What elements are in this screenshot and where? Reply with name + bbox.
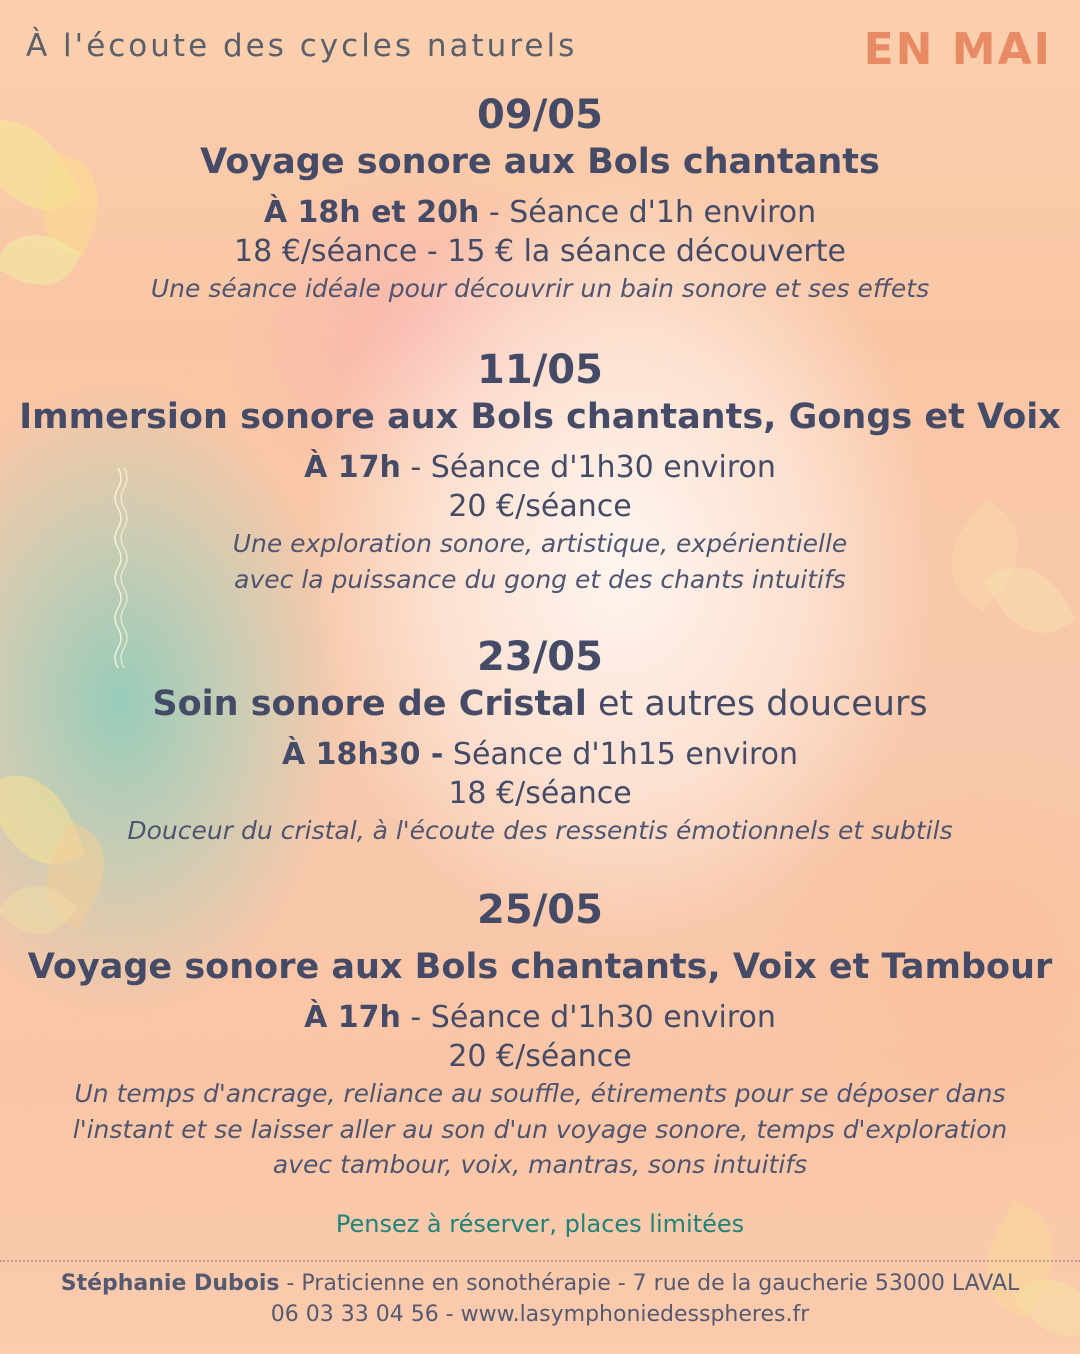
footer-divider xyxy=(0,1260,1080,1262)
reserve-notice: Pensez à réserver, places limitées xyxy=(335,1210,745,1238)
event-price: 20 €/séance xyxy=(448,1039,632,1074)
event-time xyxy=(0,735,1080,774)
month-label: EN MAI xyxy=(863,24,1052,75)
event-time-bold: À 18h et 20h xyxy=(263,195,480,230)
event-description: avec la puissance du gong et des chants intuitifs xyxy=(234,564,846,594)
event-price: 18 €/séance - 15 € la séance découverte xyxy=(234,234,846,269)
event-description: Une exploration sonore, artistique, expérientielle xyxy=(232,529,848,558)
event-time-bold: À 17h xyxy=(304,450,401,485)
event-time xyxy=(0,448,1080,487)
event-time xyxy=(0,193,1080,232)
event-title xyxy=(0,141,1080,183)
event-date: 23/05 xyxy=(477,634,603,680)
event-card xyxy=(0,347,1080,597)
event-title-light: et autres douceurs xyxy=(586,684,928,724)
footer-line-1 xyxy=(0,1271,1080,1296)
event-time-bold: À 18h30 - xyxy=(281,737,444,772)
event-description: Un temps d'ancrage, reliance au souffle, étirements pour se déposer dans xyxy=(74,1079,1006,1108)
event-title-bold: Voyage sonore aux Bols chantants, Voix et Tambour xyxy=(27,947,1053,987)
footer-address: - Praticienne en sonothérapie - 7 rue de la gaucherie 53000 LAVAL xyxy=(279,1271,1020,1296)
event-card xyxy=(0,634,1080,849)
event-title-bold: Immersion sonore aux Bols chantants, Gongs et Voix xyxy=(19,397,1061,437)
event-time-rest: Séance d'1h15 environ xyxy=(443,737,799,772)
event-description: Une séance idéale pour découvrir un bain sonore et ses effets xyxy=(150,274,930,303)
event-time-rest: - Séance d'1h30 environ xyxy=(400,450,776,485)
event-description: avec tambour, voix, mantras, sons intuitifs xyxy=(272,1150,808,1179)
event-date: 25/05 xyxy=(477,887,603,933)
event-price: 18 €/séance xyxy=(448,776,632,811)
event-price: 20 €/séance xyxy=(448,489,632,524)
event-title xyxy=(0,946,1080,988)
tagline: À l'écoute des cycles naturels xyxy=(26,28,578,64)
event-title xyxy=(0,396,1080,438)
event-card xyxy=(0,887,1080,1183)
event-card xyxy=(0,92,1080,307)
event-description: l'instant et se laisser aller au son d'un voyage sonore, temps d'exploration xyxy=(72,1114,1008,1144)
event-date: 11/05 xyxy=(477,347,603,393)
footer-contact[interactable]: 06 03 33 04 56 - www.lasymphoniedesspheres.fr xyxy=(270,1302,810,1327)
footer-name: Stéphanie Dubois xyxy=(60,1271,280,1296)
event-date: 09/05 xyxy=(477,92,603,138)
event-time-rest: - Séance d'1h30 environ xyxy=(400,1000,776,1035)
event-title-bold: Voyage sonore aux Bols chantants xyxy=(200,142,880,182)
event-description: Douceur du cristal, à l'écoute des ressentis émotionnels et subtils xyxy=(127,816,953,845)
event-time-bold: À 17h xyxy=(304,1000,401,1035)
event-title xyxy=(0,683,1080,725)
event-title-bold: Soin sonore de Cristal xyxy=(152,684,587,724)
event-time-rest: - Séance d'1h environ xyxy=(479,195,817,230)
event-time xyxy=(0,998,1080,1037)
